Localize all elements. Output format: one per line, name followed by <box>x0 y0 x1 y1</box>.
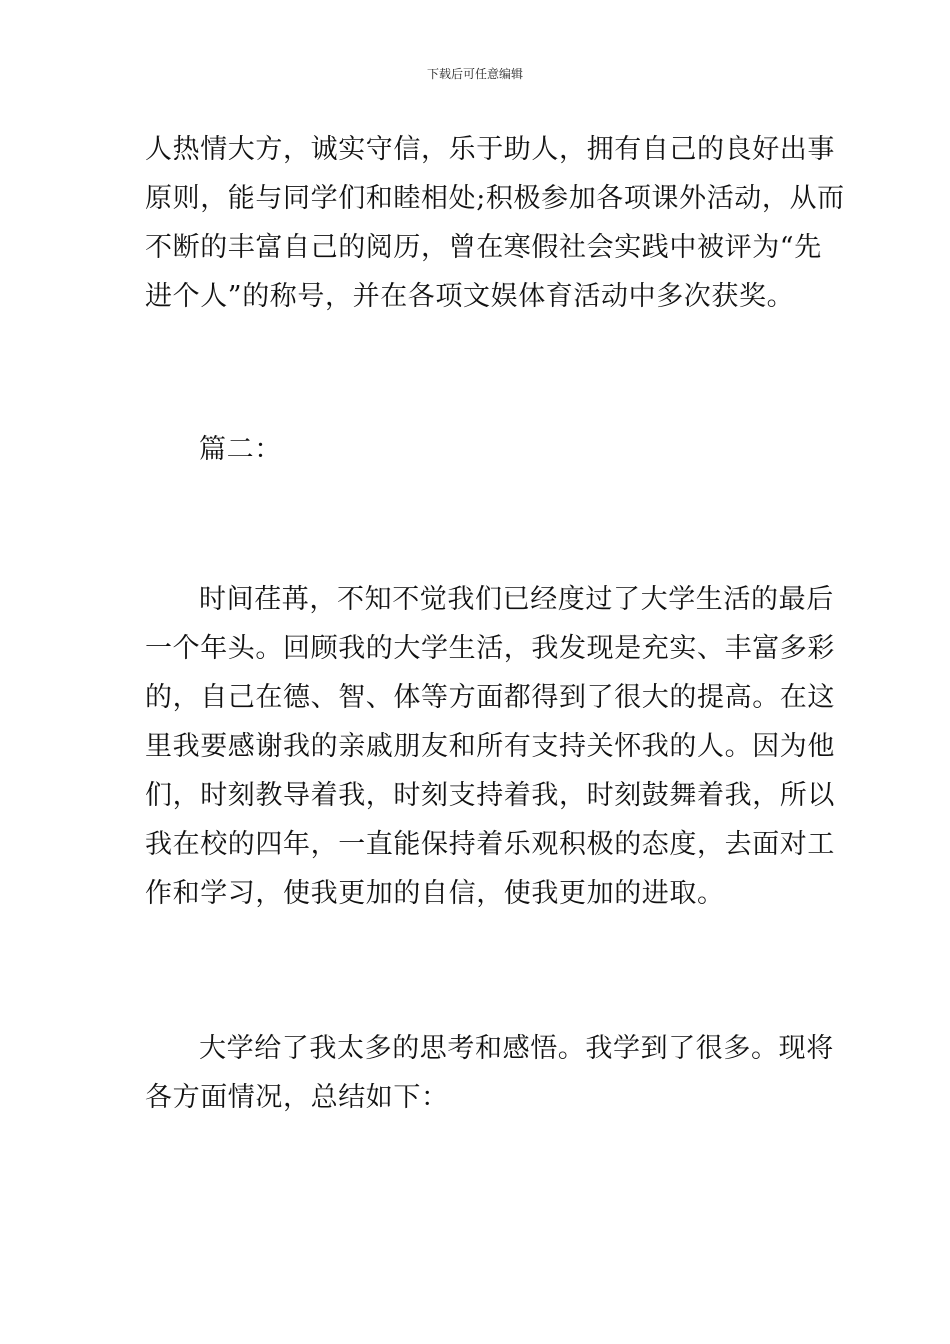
paragraph-line: 原则，能与同学们和睦相处;积极参加各项课外活动，从而 <box>145 183 845 214</box>
paragraph-line: 人热情大方，诚实守信，乐于助人，拥有自己的良好出事 <box>145 134 835 165</box>
paragraph-line: 里我要感谢我的亲戚朋友和所有支持关怀我的人。因为他 <box>145 731 835 762</box>
paragraph-line: 进个人”的称号，并在各项文娱体育活动中多次获奖。 <box>145 281 795 312</box>
body-paragraph <box>145 1024 834 1122</box>
section-heading-text: 篇二： <box>199 434 282 465</box>
section-heading <box>145 425 815 474</box>
paragraph-line: 大学给了我太多的思考和感悟。我学到了很多。现将 <box>199 1033 834 1064</box>
body-paragraph <box>145 125 845 321</box>
body-paragraph <box>145 575 835 918</box>
paragraph-line: 的，自己在德、智、体等方面都得到了很大的提高。在这 <box>145 682 835 713</box>
paragraph-line: 们，时刻教导着我，时刻支持着我，时刻鼓舞着我，所以 <box>145 780 835 811</box>
paragraph-line: 作和学习，使我更加的自信，使我更加的进取。 <box>145 878 725 909</box>
page-header: 下载后可任意编辑 <box>426 67 523 81</box>
paragraph-line: 我在校的四年，一直能保持着乐观积极的态度，去面对工 <box>145 829 835 860</box>
paragraph-line: 时间荏苒，不知不觉我们已经度过了大学生活的最后 <box>199 584 834 615</box>
paragraph-line: 不断的丰富自己的阅历，曾在寒假社会实践中被评为“先 <box>145 232 822 263</box>
paragraph-line: 一个年头。回顾我的大学生活，我发现是充实、丰富多彩 <box>145 633 835 664</box>
paragraph-line: 各方面情况，总结如下： <box>145 1082 449 1113</box>
